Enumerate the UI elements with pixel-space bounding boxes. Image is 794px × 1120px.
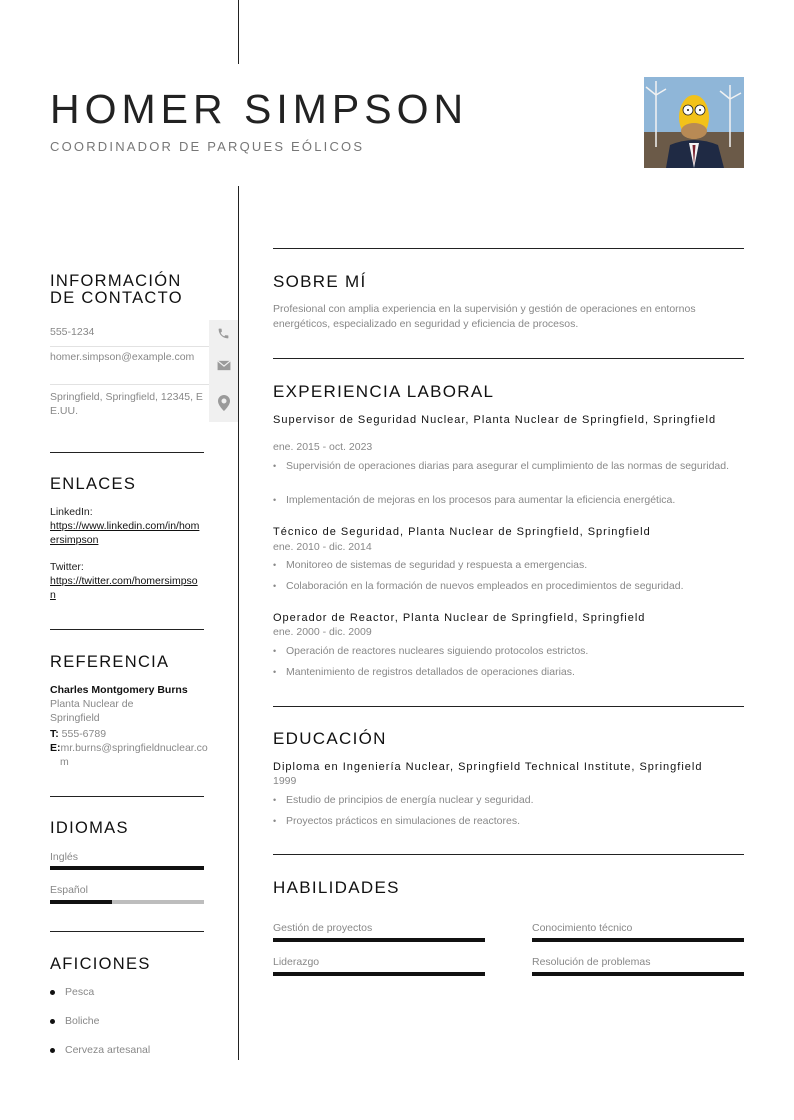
job-dates: ene. 2010 - dic. 2014 — [273, 541, 372, 553]
hobby-item — [50, 1015, 99, 1027]
skill-level-bar — [273, 938, 485, 942]
twitter-link[interactable]: https://twitter.com/homersimpson — [50, 575, 198, 601]
graduation-year: 1999 — [273, 775, 297, 787]
skill-level-bar — [273, 972, 485, 976]
header-divider-line — [238, 0, 239, 64]
bullet-dot-icon — [50, 990, 55, 995]
job-bullet: • Supervisión de operaciones diarias para asegurar el cumplimiento de las normas de seguridad. — [273, 459, 743, 473]
divider — [273, 248, 744, 249]
bullet-dot-icon — [50, 1019, 55, 1024]
linkedin-label: LinkedIn: — [50, 506, 93, 518]
links-heading: ENLACES — [50, 475, 137, 493]
hobby-label: Pesca — [65, 986, 95, 998]
job-bullet: • Monitoreo de sistemas de seguridad y respuesta a emergencias. — [273, 558, 743, 572]
languages-heading: IDIOMAS — [50, 819, 129, 837]
contact-address-row — [50, 384, 238, 422]
job-bullet: • Implementación de mejoras en los procesos para aumentar la eficiencia energética. — [273, 493, 743, 507]
job-title: Técnico de Seguridad, Planta Nuclear de Springfield, Springfield — [273, 526, 651, 538]
job-title: Supervisor de Seguridad Nuclear, Planta Nuclear de Springfield, Springfield — [273, 414, 717, 426]
location-pin-icon — [209, 384, 238, 422]
divider — [273, 358, 744, 359]
skill-name: Conocimiento técnico — [532, 922, 633, 934]
column-divider-line — [238, 186, 239, 1060]
job-bullet: • Operación de reactores nucleares siguiendo protocolos estrictos. — [273, 644, 743, 658]
language-level-bar — [50, 866, 204, 870]
hobbies-heading: AFICIONES — [50, 955, 151, 973]
language-level-fill — [50, 900, 112, 904]
hobby-label: Boliche — [65, 1015, 100, 1027]
hobby-item — [50, 1044, 150, 1056]
job-bullet: • Colaboración en la formación de nuevos empleados en procedimientos de seguridad. — [273, 579, 743, 593]
education-bullet: • Proyectos prácticos en simulaciones de reactores. — [273, 814, 743, 828]
phone-icon — [209, 320, 238, 346]
hobby-item — [50, 986, 94, 998]
degree-title: Diploma en Ingeniería Nuclear, Springfield Technical Institute, Springfield — [273, 761, 703, 773]
language-name: Inglés — [50, 851, 79, 863]
divider — [50, 629, 204, 630]
reference-email-value[interactable]: mr.burns@springfieldnuclear.com — [60, 742, 208, 768]
job-title: Operador de Reactor, Planta Nuclear de Springfield, Springfield — [273, 612, 646, 624]
skill-level-bar — [532, 938, 744, 942]
divider — [273, 854, 744, 855]
job-title: COORDINADOR DE PARQUES EÓLICOS — [50, 139, 365, 154]
education-bullet: • Estudio de principios de energía nuclear y seguridad. — [273, 793, 743, 807]
envelope-icon — [209, 346, 238, 384]
about-heading: SOBRE MÍ — [273, 272, 367, 291]
reference-email-label: E: — [50, 742, 61, 754]
candidate-name: HOMER SIMPSON — [50, 86, 469, 132]
email-address[interactable]: homer.simpson@example.com — [50, 351, 195, 363]
experience-heading: EXPERIENCIA LABORAL — [273, 382, 495, 401]
language-level-fill — [50, 866, 204, 870]
profile-photo — [644, 77, 744, 168]
divider — [273, 706, 744, 707]
reference-company: Planta Nuclear de Springfield — [50, 698, 134, 724]
divider — [50, 796, 204, 797]
divider — [50, 931, 204, 932]
job-dates: ene. 2000 - dic. 2009 — [273, 626, 372, 638]
education-heading: EDUCACIÓN — [273, 729, 387, 748]
language-name: Español — [50, 884, 88, 896]
contact-email-row — [50, 346, 238, 385]
language-level-bar — [50, 900, 204, 904]
address: Springfield, Springfield, 12345, EE.UU. — [50, 391, 203, 417]
phone-number[interactable]: 555-1234 — [50, 326, 95, 338]
skill-level-bar — [532, 972, 744, 976]
skill-name: Resolución de problemas — [532, 956, 651, 968]
about-text: Profesional con amplia experiencia en la supervisión y gestión de operaciones en entornos energéticos, especializado en seguridad y eficiencia de procesos. — [273, 303, 696, 330]
contact-phone-row — [50, 320, 238, 347]
reference-email — [50, 741, 214, 769]
twitter-label: Twitter: — [50, 561, 84, 573]
reference-phone — [50, 727, 210, 741]
reference-phone-label: T: — [50, 728, 59, 740]
skills-heading: HABILIDADES — [273, 878, 400, 897]
contact-heading: INFORMACIÓN DE CONTACTO — [50, 272, 183, 307]
bullet-dot-icon — [50, 1048, 55, 1053]
skill-name: Gestión de proyectos — [273, 922, 373, 934]
divider — [50, 452, 204, 453]
skill-name: Liderazgo — [273, 956, 320, 968]
job-bullet: • Mantenimiento de registros detallados de operaciones diarias. — [273, 665, 743, 679]
reference-name: Charles Montgomery Burns — [50, 684, 188, 696]
reference-phone-value[interactable]: 555-6789 — [61, 728, 107, 740]
job-dates: ene. 2015 - oct. 2023 — [273, 441, 373, 453]
reference-heading: REFERENCIA — [50, 653, 170, 671]
hobby-label: Cerveza artesanal — [65, 1044, 151, 1056]
linkedin-link[interactable]: https://www.linkedin.com/in/homersimpson — [50, 520, 200, 546]
